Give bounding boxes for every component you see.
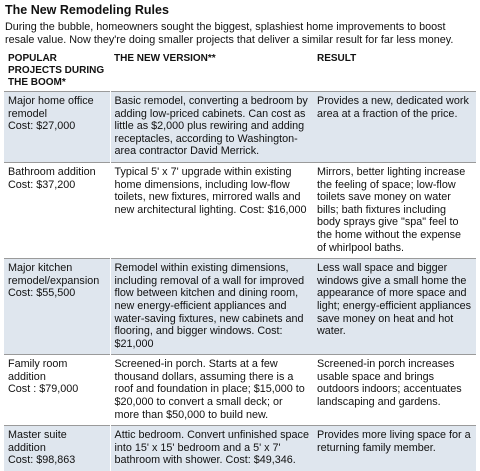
project-name: Family room addition (8, 358, 68, 383)
new-version-cell: Screened-in porch. Starts at a few thousand dollars, assuming there is a roof and foundation in place; $15,000 to $20,000 to convert a small deck; or more than $50,000 to build new. (110, 355, 313, 426)
result-cell: Screened-in porch increases usable space and brings outdoors indoors; accentuates landscaping and gardens. (313, 355, 476, 426)
table-row (4, 92, 476, 163)
header-new-version: THE NEW VERSION** (114, 53, 216, 64)
table-header-row (4, 51, 476, 92)
header-popular-projects: POPULAR PROJECTS DURING THE BOOM* (8, 53, 105, 88)
project-name: Master suite addition (8, 429, 67, 454)
result-cell: Less wall space and bigger windows give a small home the appearance of more space and light; energy-efficient appliances save money on heat and hot water. (313, 259, 476, 355)
project-cost: Cost: $98,863 (8, 454, 76, 467)
project-cost: Cost : $79,000 (8, 383, 79, 396)
remodeling-table (4, 51, 476, 471)
result-cell: Provides a new, dedicated work area at a fraction of the price. (313, 92, 476, 163)
intro-paragraph: During the bubble, homeowners sought the biggest, splashiest home improvements to boost resale value. Now they're doing smaller projects that deliver a similar result for far less money. (5, 21, 454, 46)
project-cell (4, 259, 110, 355)
project-cell (4, 426, 110, 471)
project-cell (4, 92, 110, 163)
project-cost: Cost: $37,200 (8, 178, 76, 191)
new-version-cell: Typical 5' x 7' upgrade within existing home dimensions, including low-flow toilets, new fixtures, mirrored walls and new architectural lighting. Cost: $16,000 (110, 162, 313, 258)
table-row (4, 355, 476, 426)
project-cell (4, 162, 110, 258)
project-name: Major kitchen remodel/expansion (8, 262, 100, 287)
project-cost: Cost: $55,500 (8, 287, 76, 300)
project-cost: Cost: $27,000 (8, 120, 76, 133)
table-row (4, 259, 476, 355)
new-version-cell: Basic remodel, converting a bedroom by adding low-priced cabinets. Can cost as little as $2,000 plus rewiring and adding receptacles, according to Washington-area contractor David Merrick. (110, 92, 313, 163)
header-result: RESULT (317, 53, 357, 64)
project-name: Bathroom addition (8, 165, 96, 178)
result-cell: Mirrors, better lighting increase the feeling of space; low-flow toilets save money on water bills; bath fixtures including body sprays give "spa" feel to the home without the expense of whirlpool baths. (313, 162, 476, 258)
project-cell (4, 355, 110, 426)
new-version-cell: Remodel within existing dimensions, including removal of a wall for improved flow between kitchen and dining room, new energy-efficient appliances and water-saving fixtures, new cabinets and flooring, and bigger windows. Cost: $21,000 (110, 259, 313, 355)
page-title: The New Remodeling Rules (5, 3, 169, 17)
project-name: Major home office remodel (8, 95, 94, 120)
table-row (4, 162, 476, 258)
table-row (4, 426, 476, 471)
new-version-cell: Attic bedroom. Convert unfinished space into 15' x 15' bedroom and a 5' x 7' bathroom with shower. Cost: $49,346. (110, 426, 313, 471)
result-cell: Provides more living space for a returning family member. (313, 426, 476, 471)
